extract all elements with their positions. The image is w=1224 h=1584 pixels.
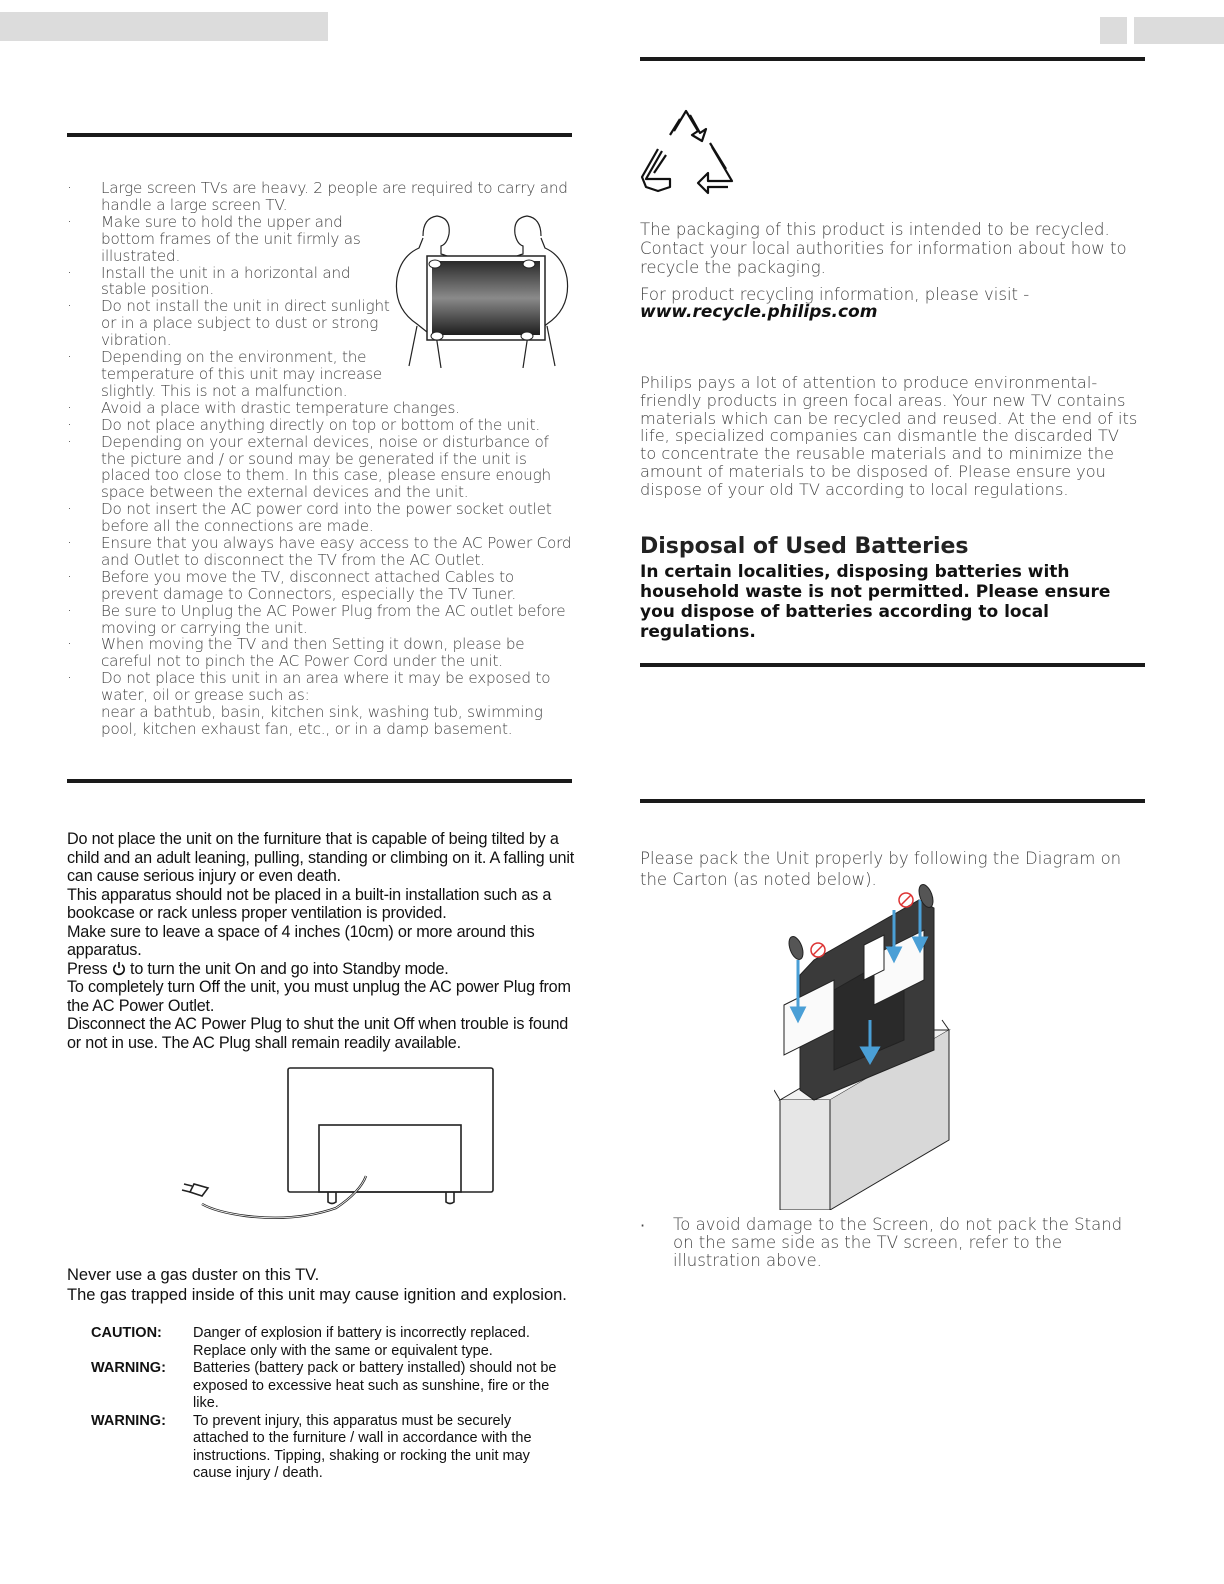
standby-text: to turn the unit On and go into Standby mode. [130, 959, 449, 978]
warning-built-in: This apparatus should not be placed in a built-in installation such as a bookcase or rack unless proper ventilation is provided. [67, 885, 552, 922]
press-word: Press [67, 959, 108, 978]
caution-label: WARNING: [91, 1360, 166, 1376]
recycle-paragraph: The packaging of this product is intended to be recycled. Contact your local authorities for information about how to recycle the packaging. [640, 220, 1127, 277]
header-language-tab [1134, 17, 1224, 44]
power-icon [112, 961, 126, 976]
gas-warning-1: Never use a gas duster on this TV. [67, 1266, 320, 1284]
gas-warning-2: The gas trapped inside of this unit may cause ignition and explosion. [67, 1285, 567, 1304]
list-item-continuation: near a bathtub, basin, kitchen sink, washing tub, swimming pool, kitchen exhaust fan, etc., or in a damp basement. [101, 703, 543, 738]
list-item: · When moving the TV and then Setting it down, please be careful not to pinch the AC Power Cord under the unit. [67, 636, 572, 670]
tv-power-cord-illustration [178, 1066, 498, 1226]
warning-furniture: Do not place the unit on the furniture that is capable of being tilted by a child and an adult leaning, pulling, standing or climbing on it. A falling unit can cause serious injury or even death. [67, 830, 575, 885]
table-row [91, 1360, 561, 1413]
section-rule-empty [640, 663, 1145, 667]
recycle-url-link[interactable]: www.recycle.philips.com [640, 302, 878, 322]
header-section-tab [0, 12, 328, 41]
environment-paragraph: Philips pays a lot of attention to produce environmental-friendly products in green focal areas. Your new TV contains materials which can be recycled and reused. At the end of its life, specialized companies can dismantle the discarded TV to concentrate the reusable materials and to minimize the amount of materials to be disposed of. Please ensure you dispose of your old TV according to local regulations. [640, 373, 1138, 499]
list-item: · Avoid a place with drastic temperature changes. [67, 400, 572, 417]
packing-diagram [774, 880, 954, 1210]
packing-note [640, 1216, 1145, 1270]
list-item: · Depending on the environment, the temperature of this unit may increase slightly. This is not a malfunction. [67, 349, 391, 400]
section-rule-packing [640, 799, 1145, 803]
list-item: · Ensure that you always have easy access to the AC Power Cord and Outlet to disconnect the TV from the AC Outlet. [67, 535, 572, 569]
packing-note-text: To avoid damage to the Screen, do not pack the Stand on the same side as the TV screen, refer to the illustration above. [673, 1215, 1123, 1270]
placement-warning-block [67, 830, 577, 1052]
warning-standby [67, 960, 577, 979]
caution-label: WARNING: [91, 1412, 166, 1429]
list-item: · Before you move the TV, disconnect attached Cables to prevent damage to Connectors, especially the TV Tuner. [67, 569, 572, 603]
disposal-text: In certain localities, disposing batteries with household waste is not permitted. Please ensure you dispose of batteries according to local regulations. [640, 562, 1111, 642]
table-row [91, 1325, 561, 1360]
packing-instructions: Please pack the Unit properly by following the Diagram on the Carton (as noted below). [640, 849, 1122, 889]
caution-text: Batteries (battery pack or battery installed) should not be exposed to excessive heat such as sunshine, fire or the like. [193, 1360, 557, 1411]
warning-spacing: Make sure to leave a space of 4 inches (10cm) or more around this apparatus. [67, 922, 535, 959]
caution-text: To prevent injury, this apparatus must be securely attached to the furniture / wall in accordance with the instructions. Tipping, shaking or rocking the unit may cause injury / death. [193, 1412, 532, 1481]
header-page-number-box [1100, 17, 1127, 44]
caution-label: CAUTION: [91, 1325, 162, 1341]
list-item: · Do not place anything directly on top or bottom of the unit. [67, 417, 572, 434]
safety-bullet-list [67, 180, 572, 738]
section-rule-warnings [67, 779, 572, 783]
bullet-dot: · [640, 1216, 646, 1235]
list-item: · Make sure to hold the upper and bottom frames of the unit firmly as illustrated. [67, 214, 363, 265]
warning-disconnect: Disconnect the AC Power Plug to shut the unit Off when trouble is found or not in use. The AC Plug shall remain readily available. [67, 1015, 569, 1052]
disposal-title: Disposal of Used Batteries [640, 534, 969, 559]
list-item: · Install the unit in a horizontal and stable position. [67, 265, 363, 299]
section-rule-recycling [640, 57, 1145, 61]
gas-warning-block [67, 1266, 577, 1305]
caution-table [91, 1325, 561, 1483]
recycle-icon [640, 107, 734, 199]
table-row [91, 1413, 561, 1483]
list-item: · Depending on your external devices, noise or disturbance of the picture and / or sound may be generated if the unit is placed too close to them. In this case, please ensure enough space between the external devices and the unit. [67, 434, 572, 502]
list-item: · Do not install the unit in direct sunlight or in a place subject to dust or strong vibration. [67, 298, 391, 349]
recycle-visit-text: For product recycling information, please visit - [640, 285, 1030, 304]
list-item: · Do not place this unit in an area where it may be exposed to water, oil or grease such as: [67, 670, 572, 704]
list-item: · Do not insert the AC power cord into the power socket outlet before all the connections are made. [67, 501, 572, 535]
warning-unplug: To completely turn Off the unit, you must unplug the AC power Plug from the AC Power Outlet. [67, 978, 571, 1015]
list-item: · Large screen TVs are heavy. 2 people are required to carry and handle a large screen TV. [67, 180, 572, 214]
section-rule-placement [67, 133, 572, 137]
caution-text: Danger of explosion if battery is incorrectly replaced. Replace only with the same or equivalent type. [193, 1325, 530, 1359]
list-item: · Be sure to Unplug the AC Power Plug from the AC outlet before moving or carrying the unit. [67, 603, 572, 637]
